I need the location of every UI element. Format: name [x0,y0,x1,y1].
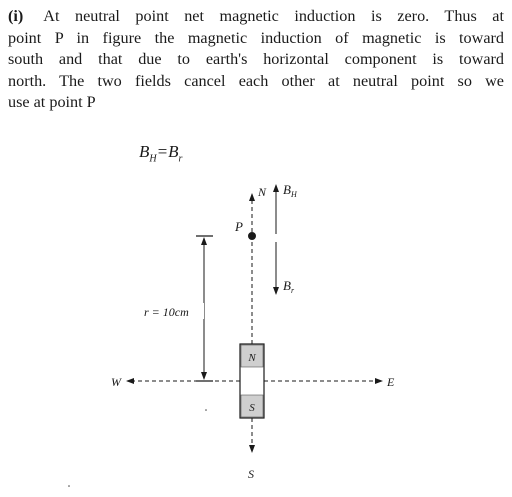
paragraph-line-5: use at point P [8,93,96,111]
east-label: E [387,375,395,389]
equation-rhs-subscript: r [178,153,183,165]
west-label: W [111,375,121,389]
br-label: $B_r$ [283,278,295,295]
scan-speck [68,485,70,487]
paragraph-line-1-text: At neutral point net magnetic induction is zero. Thus at [43,7,504,25]
item-marker: (i) [8,7,24,25]
equation-lhs: B [139,142,150,161]
distance-label: r = 10cm [144,305,189,319]
magnet-south-label: S [249,402,255,414]
north-label: N [258,185,267,199]
bh-label: $B_H$ [283,182,297,199]
south-label: S [248,467,254,481]
paragraph-line-2: point P in figure the magnetic induction of magnetic is toward [8,28,504,47]
bar-magnet [240,344,264,418]
distance-indicator [140,236,213,381]
magnet-north-label: N [248,352,256,364]
equation-rhs: B [168,142,179,161]
paragraph-line-4: north. The two fields cancel each other at neutral point so we [8,71,504,90]
neutral-point-dot [248,232,256,240]
paragraph-line-3: south and that due to earth's horizontal component is toward [8,50,504,68]
scan-speck [205,409,207,411]
equation-lhs-subscript: H [149,153,157,165]
equation-equals: = [156,142,169,161]
point-p-label: P [235,219,243,234]
